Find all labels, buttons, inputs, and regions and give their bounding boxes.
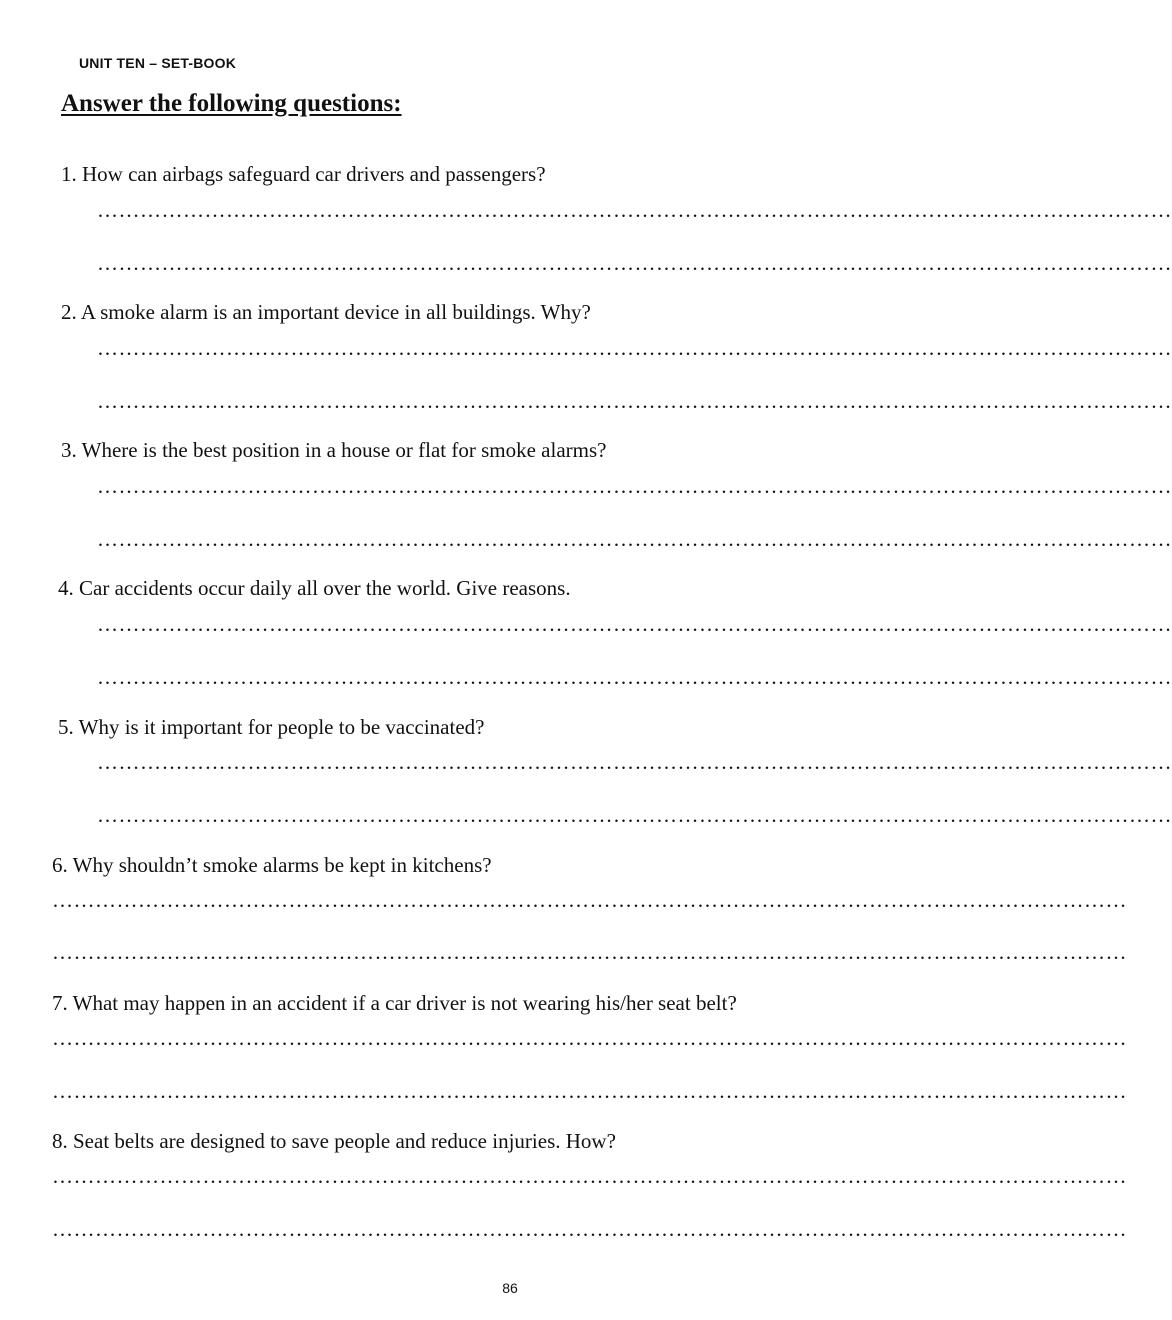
question-5: 5. Why is it important for people to be vaccinated? xyxy=(58,715,485,739)
answer-line-6a[interactable]: …………………………………………………………………………………………………………………………………… xyxy=(52,888,1127,912)
answer-line-1a[interactable]: …………………………………………………………………………………………………………………………………… xyxy=(97,198,1172,222)
answer-line-7b[interactable]: …………………………………………………………………………………………………………………………………… xyxy=(52,1079,1127,1103)
unit-header: UNIT TEN – SET-BOOK xyxy=(79,55,237,71)
answer-line-7a[interactable]: …………………………………………………………………………………………………………………………………… xyxy=(52,1026,1127,1050)
answer-line-3b[interactable]: …………………………………………………………………………………………………………………………………… xyxy=(97,527,1172,551)
page-number: 86 xyxy=(502,1280,518,1296)
answer-line-6b[interactable]: …………………………………………………………………………………………………………………………………… xyxy=(52,940,1127,964)
question-1: 1. How can airbags safeguard car drivers and passengers? xyxy=(61,162,546,186)
answer-line-2a[interactable]: …………………………………………………………………………………………………………………………………… xyxy=(97,336,1172,360)
question-6: 6. Why shouldn’t smoke alarms be kept in kitchens? xyxy=(52,853,492,877)
answer-line-8a[interactable]: …………………………………………………………………………………………………………………………………… xyxy=(52,1164,1127,1188)
page-heading: Answer the following questions: xyxy=(61,90,402,117)
answer-line-2b[interactable]: …………………………………………………………………………………………………………………………………… xyxy=(97,389,1172,413)
question-3: 3. Where is the best position in a house or flat for smoke alarms? xyxy=(61,438,607,462)
answer-line-4a[interactable]: …………………………………………………………………………………………………………………………………… xyxy=(97,612,1172,636)
answer-line-5b[interactable]: …………………………………………………………………………………………………………………………………… xyxy=(97,803,1172,827)
answer-line-1b[interactable]: …………………………………………………………………………………………………………………………………… xyxy=(97,251,1172,275)
answer-line-5a[interactable]: …………………………………………………………………………………………………………………………………… xyxy=(97,750,1172,774)
answer-line-4b[interactable]: …………………………………………………………………………………………………………………………………… xyxy=(97,665,1172,689)
question-4: 4. Car accidents occur daily all over the world. Give reasons. xyxy=(58,576,571,600)
question-7: 7. What may happen in an accident if a car driver is not wearing his/her seat belt? xyxy=(52,991,737,1015)
answer-line-8b[interactable]: …………………………………………………………………………………………………………………………………… xyxy=(52,1217,1127,1241)
answer-line-3a[interactable]: …………………………………………………………………………………………………………………………………… xyxy=(97,474,1172,498)
question-8: 8. Seat belts are designed to save people and reduce injuries. How? xyxy=(52,1129,616,1153)
question-2: 2. A smoke alarm is an important device in all buildings. Why? xyxy=(61,300,591,324)
